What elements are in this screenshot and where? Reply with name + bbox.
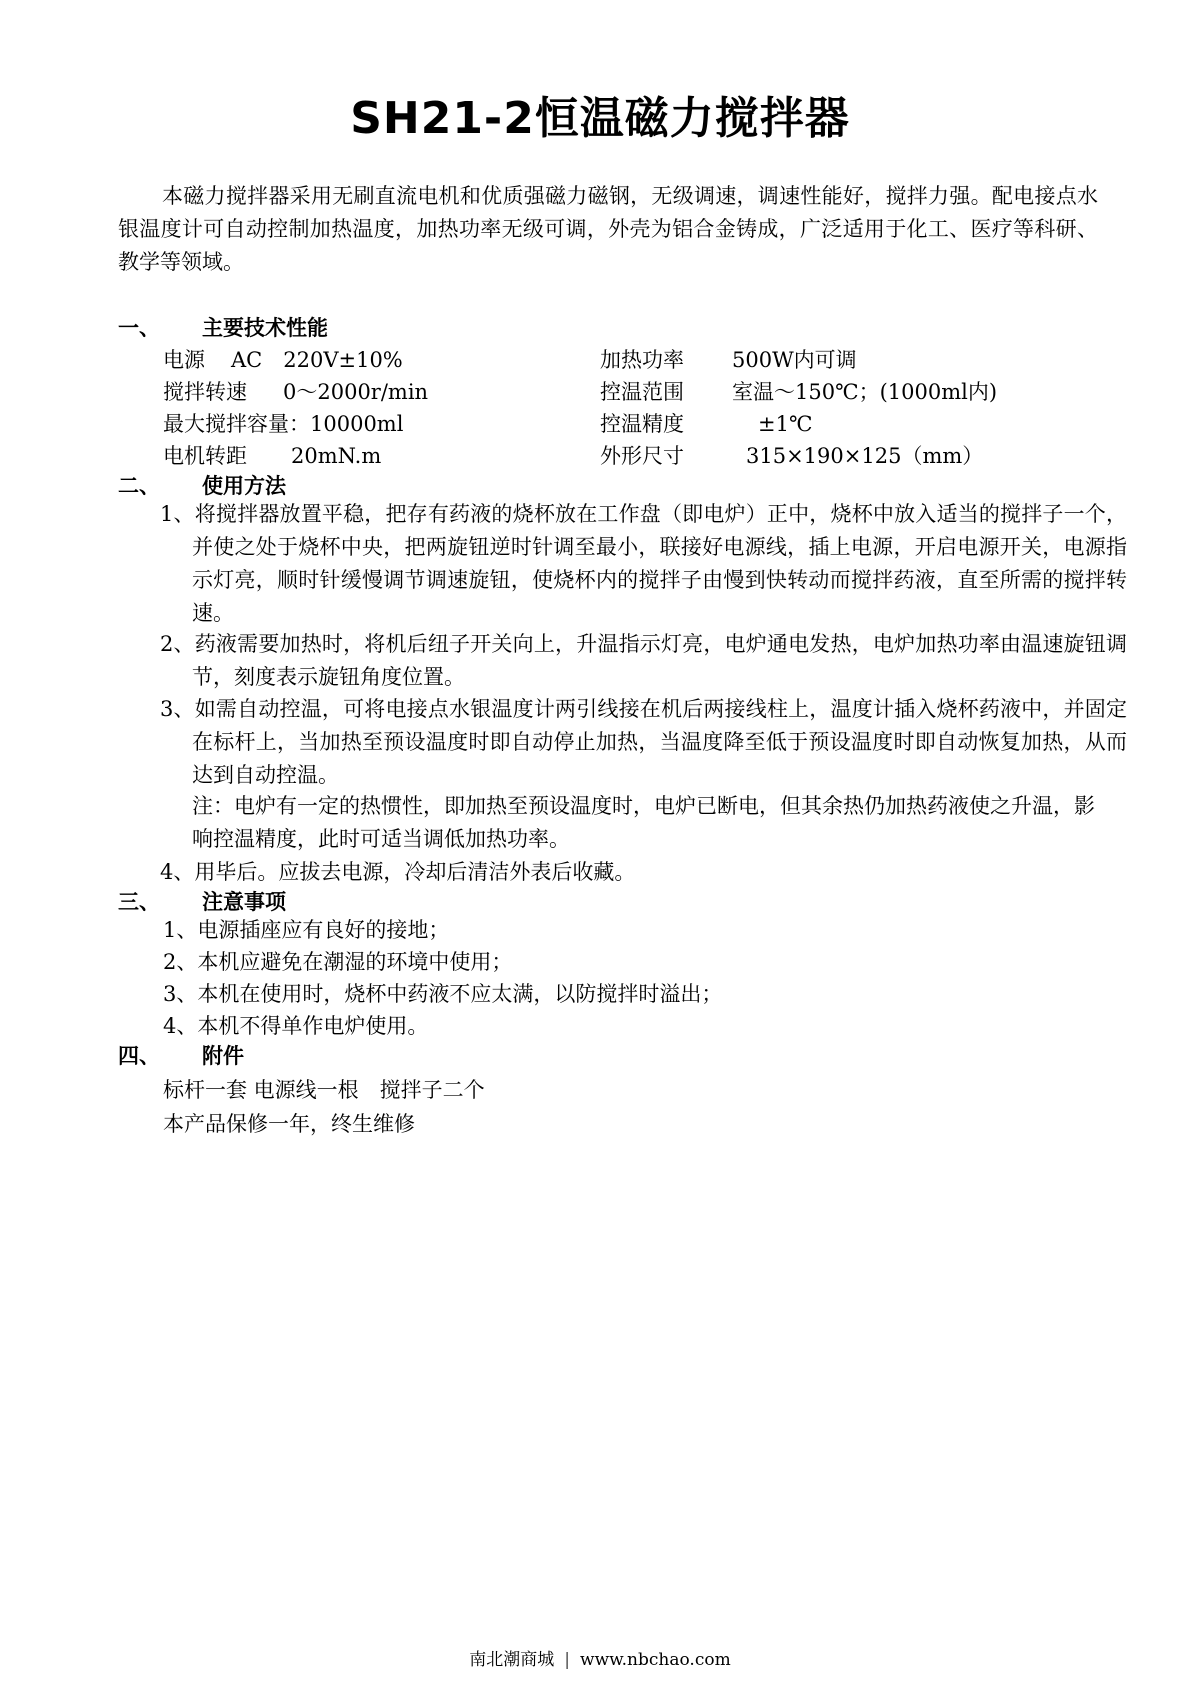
section-number: 一、 — [118, 316, 160, 340]
section-number: 三、 — [118, 890, 160, 914]
spec-label: 控温精度 — [600, 412, 684, 436]
spec-temp-accuracy — [600, 408, 812, 438]
footer-url[interactable]: www.nbchao.com — [580, 1650, 731, 1670]
section-title: 注意事项 — [202, 890, 286, 914]
spec-label: 外形尺寸 — [600, 444, 684, 468]
spec-max-capacity — [163, 408, 403, 438]
spec-value: ±1℃ — [758, 412, 813, 436]
footer-site-name: 南北潮商城 — [469, 1650, 555, 1670]
precaution-item: 1、电源插座应有良好的接地； — [163, 918, 450, 942]
section-heading-precautions — [118, 886, 286, 916]
section-heading-accessories — [118, 1040, 244, 1070]
usage-item: 1、将搅拌器放置平稳，把存有药液的烧杯放在工作盘（即电炉）正中，烧杯中放入适当的搅拌子一个，并使之处于烧杯中央，把两旋钮逆时针调至最小，联接好电源线，插上电源，开启电源开关，电源指示灯亮，顺时针缓慢调节调速旋钮，使烧杯内的搅拌子由慢到快转动而搅拌药液，直至所需的搅拌转速。 — [160, 502, 1127, 625]
spec-power-supply — [163, 344, 403, 374]
section-heading-specs — [118, 312, 328, 342]
section-title: 主要技术性能 — [202, 316, 328, 340]
spec-motor-torque — [163, 440, 381, 470]
spec-value: 10000ml — [310, 412, 404, 436]
spec-value: AC 220V±10% — [231, 348, 403, 372]
footer-separator: | — [564, 1650, 571, 1670]
intro-paragraph: 本磁力搅拌器采用无刷直流电机和优质强磁力磁钢，无级调速，调速性能好，搅拌力强。配电接点水银温度计可自动控制加热温度，加热功率无级可调，外壳为铝合金铸成，广泛适用于化工、医疗等科研、教学等领域。 — [118, 184, 1098, 274]
spec-temp-range — [600, 376, 997, 406]
page-footer — [0, 1645, 1200, 1670]
spec-value: 20mN.m — [291, 444, 382, 468]
spec-value: 0～2000r/min — [283, 380, 429, 404]
spec-label: 电源 — [163, 348, 205, 372]
section-number: 二、 — [118, 474, 160, 498]
precaution-item: 2、本机应避免在潮湿的环境中使用； — [163, 950, 513, 974]
spec-label: 电机转距 — [163, 444, 247, 468]
spec-value: 室温～150℃；(1000ml内) — [732, 380, 998, 404]
usage-item: 4、用毕后。应拔去电源，冷却后清洁外表后收藏。 — [160, 860, 636, 884]
spec-dimensions — [600, 440, 983, 470]
usage-item: 2、药液需要加热时，将机后纽子开关向上，升温指示灯亮，电炉通电发热，电炉加热功率由温速旋钮调节，刻度表示旋钮角度位置。 — [160, 632, 1127, 689]
spec-label: 搅拌转速 — [163, 380, 247, 404]
page-title: SH21-2恒温磁力搅拌器 — [350, 93, 850, 144]
precaution-item: 4、本机不得单作电炉使用。 — [163, 1014, 429, 1038]
precaution-item: 3、本机在使用时，烧杯中药液不应太满，以防搅拌时溢出； — [163, 982, 723, 1006]
spec-value: 500W内可调 — [732, 348, 857, 372]
spec-stir-speed — [163, 376, 428, 406]
accessories-list: 标杆一套 电源线一根 搅拌子二个 — [163, 1078, 485, 1102]
spec-label: 最大搅拌容量： — [163, 412, 310, 436]
spec-value: 315×190×125（mm） — [746, 444, 984, 468]
usage-item: 3、如需自动控温，可将电接点水银温度计两引线接在机后两接线柱上，温度计插入烧杯药液中，并固定在标杆上，当加热至预设温度时即自动停止加热，当温度降至低于预设温度时即自动恢复加热，从而达到自动控温。 — [160, 697, 1127, 787]
section-title: 附件 — [202, 1044, 244, 1068]
spec-label: 加热功率 — [600, 348, 684, 372]
section-title: 使用方法 — [202, 474, 286, 498]
section-number: 四、 — [118, 1044, 160, 1068]
section-heading-usage — [118, 470, 286, 500]
spec-label: 控温范围 — [600, 380, 684, 404]
usage-note: 注：电炉有一定的热惯性，即加热至预设温度时，电炉已断电，但其余热仍加热药液使之升温，影响控温精度，此时可适当调低加热功率。 — [192, 794, 1095, 851]
spec-heating-power — [600, 344, 857, 374]
warranty-text: 本产品保修一年，终生维修 — [163, 1112, 415, 1136]
